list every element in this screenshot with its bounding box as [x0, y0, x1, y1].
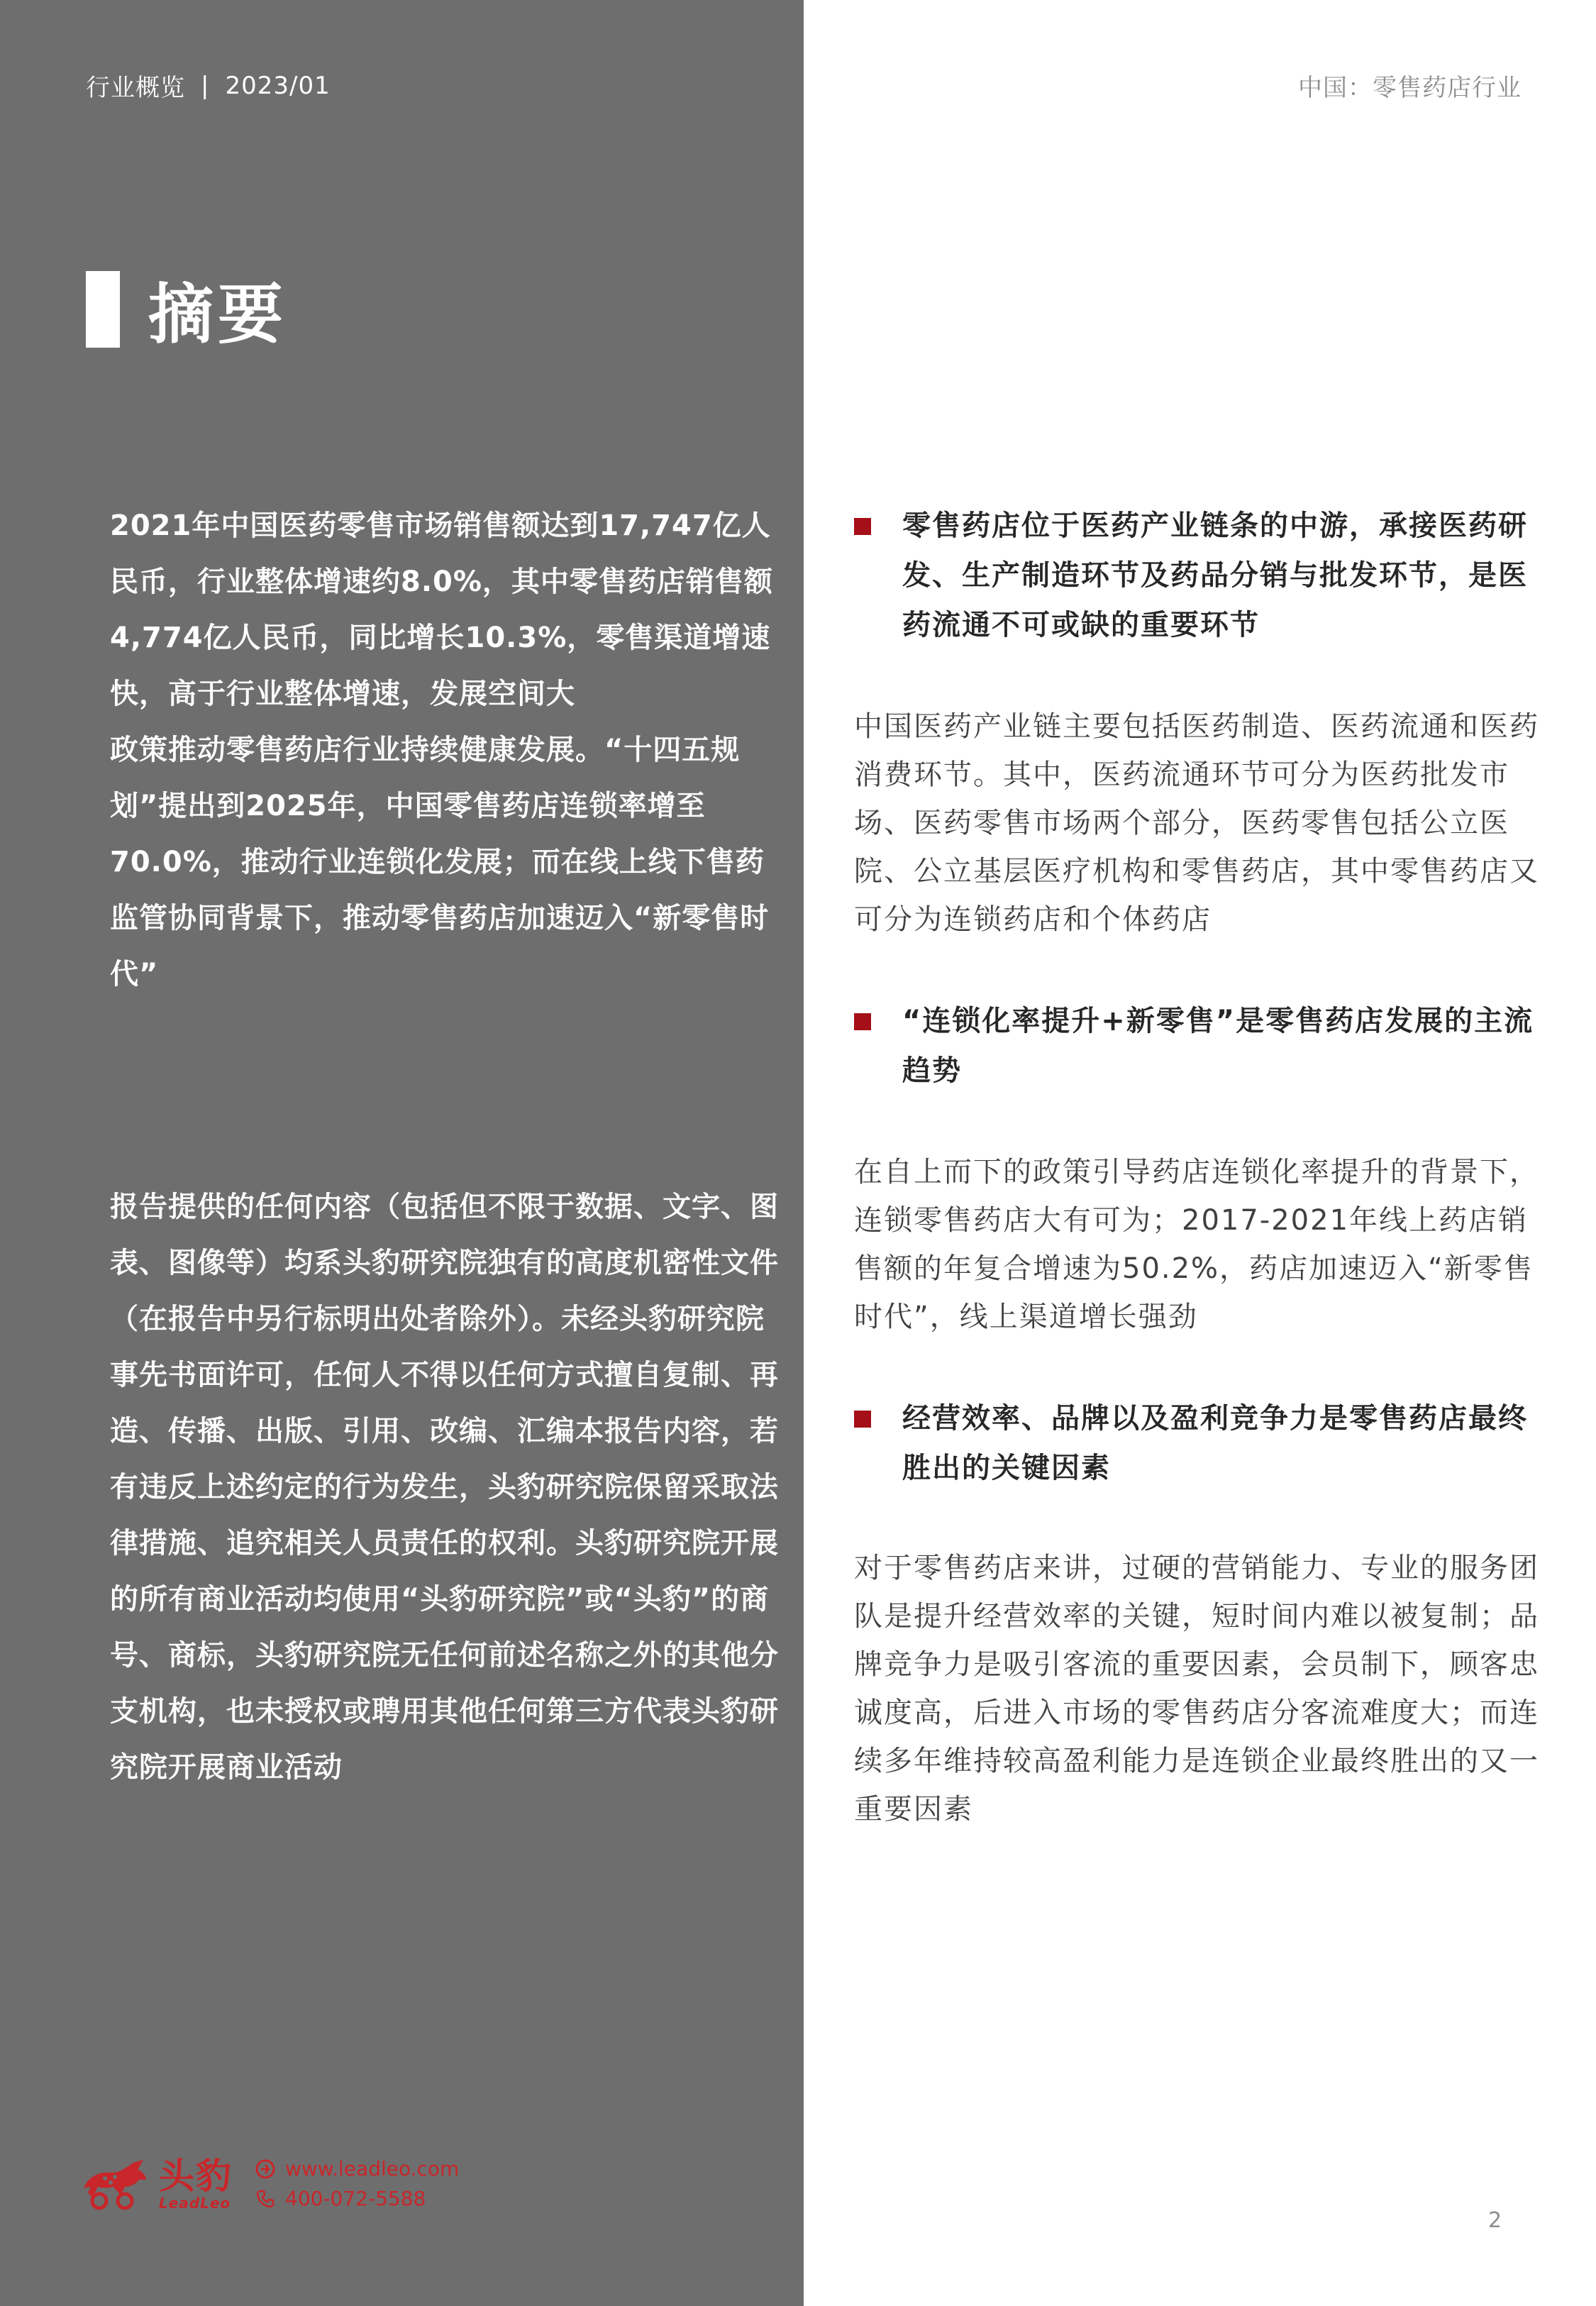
website-text[interactable]: www.leadleo.com — [285, 2157, 460, 2180]
section-heading-text: 零售药店位于医药产业链条的中游，承接医药研发、生产制造环节及药品分销与批发环节，是医药流通不可或缺的重要环节 — [902, 509, 1528, 641]
header-left — [86, 68, 331, 103]
disclaimer-block — [110, 1179, 791, 1796]
section-heading-2 — [854, 996, 1549, 1096]
section-heading-3 — [854, 1394, 1549, 1493]
summary-paragraph-2: 政策推动零售药店行业持续健康发展。“十四五规划”提出到2025年，中国零售药店连锁率增至70.0%，推动行业连锁化发展；而在线上线下售药监管协同背景下，推动零售药店加速迈入“新零售时代” — [110, 734, 770, 991]
summary-paragraph-1: 2021年中国医药零售市场销售额达到17,747亿人民币，行业整体增速约8.0%，其中零售药店销售额4,774亿人民币，同比增长10.3%，零售渠道增速快，高于行业整体增速，发展空间大 — [110, 509, 773, 710]
phone-icon — [253, 2187, 278, 2211]
section-body-2: 在自上而下的政策引导药店连锁化率提升的背景下，连锁零售药店大有可为；2017-2021年线上药店销售额的年复合增速为50.2%，药店加速迈入“新零售时代”，线上渠道增长强劲 — [854, 1156, 1539, 1333]
title-bar — [86, 271, 120, 348]
phone-text: 400-072-5588 — [285, 2187, 426, 2210]
logo-brand-en: LeadLeo — [159, 2195, 231, 2212]
phone-row — [253, 2186, 459, 2212]
section-heading-1 — [854, 501, 1549, 650]
bullet-square-icon — [854, 1013, 871, 1030]
header-report-title: 中国：零售药店行业 — [1298, 74, 1522, 102]
leadleo-logo — [78, 2156, 459, 2212]
section-title — [86, 263, 287, 356]
bullet-square-icon — [854, 1411, 871, 1428]
page-title: 摘要 — [148, 277, 288, 353]
leopard-logo-icon — [78, 2156, 149, 2212]
globe-icon — [253, 2157, 278, 2181]
section-heading-text: 经营效率、品牌以及盈利竞争力是零售药店最终胜出的关键因素 — [902, 1402, 1528, 1484]
website-row[interactable] — [253, 2156, 459, 2182]
header-separator: | — [201, 71, 210, 100]
logo-brand — [159, 2157, 233, 2211]
page-number: 2 — [1488, 2208, 1502, 2233]
header-date: 2023/01 — [225, 71, 331, 100]
disclaimer-text: 报告提供的任何内容（包括但不限于数据、文字、图表、图像等）均系头豹研究院独有的高度机密性文件（在报告中另行标明出处者除外）。未经头豹研究院事先书面许可，任何人不得以任何方式擅自复制、再造、传播、出版、引用、改编、汇编本报告内容，若有违反上述约定的行为发生，头豹研究院保留采取法律措施、追究相关人员责任的权利。头豹研究院开展的所有商业活动均使用“头豹研究院”或“头豹”的商号、商标，头豹研究院无任何前述名称之外的其他分支机构，也未授权或聘用其他任何第三方代表头豹研究院开展商业活动 — [110, 1191, 779, 1784]
logo-contact — [253, 2156, 459, 2212]
section-body-1: 中国医药产业链主要包括医药制造、医药流通和医药消费环节。其中，医药流通环节可分为医药批发市场、医药零售市场两个部分，医药零售包括公立医院、公立基层医疗机构和零售药店，其中零售药店又可分为连锁药店和个体药店 — [854, 710, 1539, 936]
section-heading-text: “连锁化率提升+新零售”是零售药店发展的主流趋势 — [902, 1005, 1534, 1087]
logo-brand-cn: 头豹 — [159, 2156, 233, 2197]
section-body-3: 对于零售药店来讲，过硬的营销能力、专业的服务团队是提升经营效率的关键，短时间内难以被复制；品牌竞争力是吸引客流的重要因素，会员制下，顾客忠诚度高，后进入市场的零售药店分客流难度大；而连续多年维持较高盈利能力是连锁企业最终胜出的又一重要因素 — [854, 1552, 1539, 1826]
summary-block — [110, 498, 784, 1003]
header-category: 行业概览 — [86, 74, 185, 102]
bullet-square-icon — [854, 518, 871, 535]
